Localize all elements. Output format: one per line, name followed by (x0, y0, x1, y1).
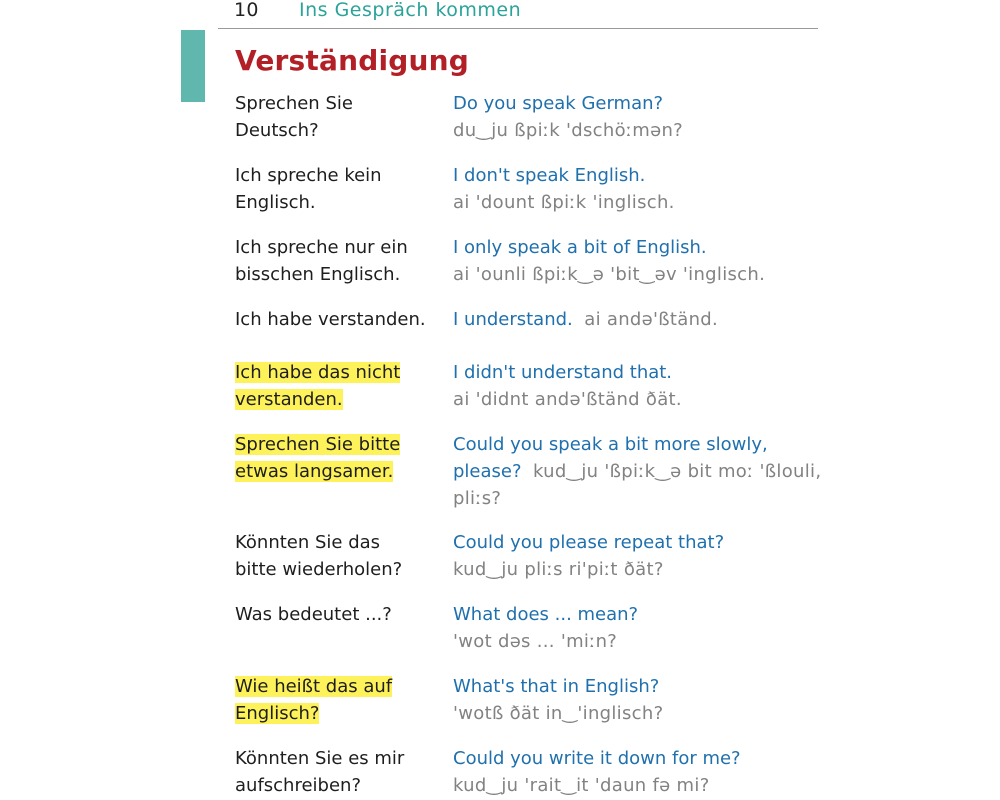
german-phrase (235, 601, 440, 628)
page-header (218, 0, 818, 29)
german-phrase-line: Wie heißt das auf (235, 676, 393, 697)
german-phrase-line: Ich spreche nur ein (235, 237, 408, 258)
german-phrase (235, 745, 440, 799)
translation-block (453, 306, 833, 333)
pronunciation: ai 'didnt andə'ßtänd ðät. (453, 389, 682, 410)
translation-block (453, 162, 833, 216)
german-phrase (235, 529, 440, 583)
german-phrase-line: Was bedeutet ...? (235, 604, 392, 625)
pronunciation: du‿ju ßpiːk 'dschöːmən? (453, 120, 684, 141)
german-phrase-line: Ich habe das nicht (235, 362, 401, 383)
translation-block (453, 673, 833, 727)
translation-block (453, 601, 833, 655)
english-translation: I understand. (453, 309, 573, 330)
english-translation: What does ... mean? (453, 604, 639, 625)
english-translation: What's that in English? (453, 676, 660, 697)
english-translation: Could you write it down for me? (453, 748, 741, 769)
english-translation: I don't speak English. (453, 165, 646, 186)
german-phrase (235, 234, 440, 288)
pronunciation: 'wotß ðät in‿'inglisch? (453, 703, 664, 724)
english-translation: I didn't understand that. (453, 362, 673, 383)
german-phrase (235, 359, 440, 413)
german-phrase-line: Sprechen Sie (235, 93, 353, 114)
german-phrase-line: Deutsch? (235, 120, 319, 141)
translation-block (453, 745, 833, 799)
pronunciation: ai 'dount ßpiːk 'inglisch. (453, 192, 675, 213)
page-number: 10 (234, 0, 259, 21)
german-phrase-line: bisschen Englisch. (235, 264, 401, 285)
german-phrase-line: etwas langsamer. (235, 461, 394, 482)
translation-block (453, 529, 833, 583)
pronunciation: kud‿ju 'rait‿it 'daun fə mi? (453, 775, 710, 796)
german-phrase (235, 673, 440, 727)
translation-block (453, 359, 833, 413)
pronunciation: kud‿ju pliːs ri'piːt ðät? (453, 559, 664, 580)
german-phrase-line: Ich habe verstanden. (235, 309, 426, 330)
chapter-title: Ins Gespräch kommen (299, 0, 522, 21)
german-phrase (235, 90, 440, 144)
german-phrase-line: Englisch. (235, 192, 316, 213)
english-translation: Could you please repeat that? (453, 532, 725, 553)
translation-block (453, 90, 833, 144)
german-phrase-line: Sprechen Sie bitte (235, 434, 401, 455)
german-phrase-line: Ich spreche kein (235, 165, 382, 186)
pronunciation: ai 'ounli ßpiːk‿ə 'bit‿əv 'inglisch. (453, 264, 766, 285)
german-phrase-line: Könnten Sie es mir (235, 748, 405, 769)
german-phrase-line: verstanden. (235, 389, 343, 410)
pronunciation: kud‿ju 'ßpiːk‿ə bit moː 'ßlouli, pliːs? (453, 461, 822, 509)
german-phrase-line: Könnten Sie das (235, 532, 381, 553)
english-translation: Do you speak German? (453, 93, 664, 114)
german-phrase-line: bitte wiederholen? (235, 559, 403, 580)
pronunciation: ai andə'ßtänd. (584, 309, 719, 330)
translation-block (453, 431, 833, 512)
german-phrase-line: Englisch? (235, 703, 320, 724)
translation-block (453, 234, 833, 288)
german-phrase-line: aufschreiben? (235, 775, 361, 796)
section-title: Verständigung (235, 44, 470, 77)
pronunciation: 'wot dəs ... 'miːn? (453, 631, 618, 652)
chapter-tab-marker (181, 30, 205, 102)
german-phrase (235, 431, 440, 485)
german-phrase (235, 306, 440, 333)
german-phrase (235, 162, 440, 216)
english-translation: I only speak a bit of English. (453, 237, 707, 258)
english-translation: Could you speak a bit more slowly, please? (453, 434, 768, 482)
